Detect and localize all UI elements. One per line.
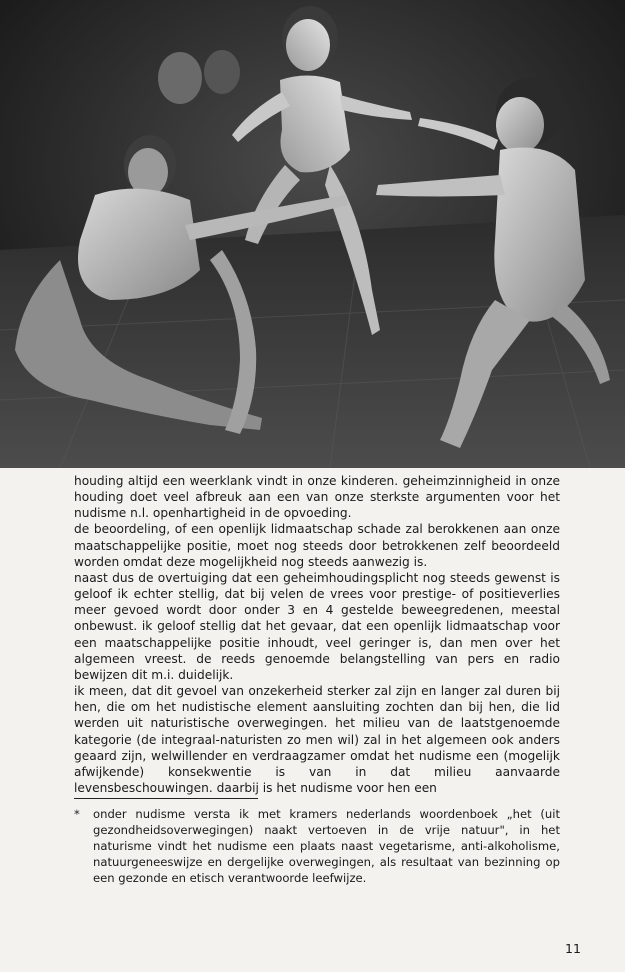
paragraph-3: naast dus de overtuiging dat een geheimhoudingsplicht nog steeds gewenst is geloof ik echter stellig, dat bij velen de vrees voor prestige- of positieverlies meer gevoed wordt door onder 3 en 4 gestelde beweegredenen, meestal onbewust. ik geloof stellig dat het gevaar, dat een openlijk lidmaatschap voor een maatschappelijke positie inhoudt, veel geringer is, dan men over het algemeen vreest. de reeds genoemde belangstelling van pers en radio bewijzen dit m.i. duidelijk. xyxy=(74,570,560,682)
body-text xyxy=(74,473,560,796)
footnote-divider xyxy=(74,798,258,799)
paragraph-1: houding altijd een weerklank vindt in onze kinderen. geheimzinnigheid in onze houding doet veel afbreuk aan een van onze sterkste argumenten voor het nudisme n.l. openhartigheid in de opvoeding. xyxy=(74,474,560,521)
footnote-mark: * xyxy=(74,807,80,821)
photo-dancers-icon xyxy=(0,0,625,468)
paragraph-2: de beoordeling, of een openlijk lidmaatschap schade zal berokkenen aan onze maatschappelijke positie, moet nog steeds door betrokkenen zelf beoordeeld worden omdat deze mogelijkheid nog steeds aanwezig is. xyxy=(74,522,560,569)
page-number: 11 xyxy=(565,941,581,956)
footnote xyxy=(74,806,560,886)
photo-dancers xyxy=(0,0,625,468)
paragraph-4: ik meen, dat dit gevoel van onzekerheid sterker zal zijn en langer zal duren bij hen, die om het nudistische element aansluiting zochten dan bij hen, die lid werden uit naturistische overwegingen. het milieu van de laatstgenoemde kategorie (de integraal-naturisten zo men wil) zal in het algemeen ook anders geaard zijn, welwillender en verdraagzamer omdat het nudisme een (mogelijk afwijkende) konsekwentie is van in dat milieu aanvaarde levensbeschouwingen. daarbij is het nudisme voor hen een xyxy=(74,684,560,795)
footnote-text: onder nudisme versta ik met kramers nederlands woordenboek „het (uit gezondheidsoverwegingen) naakt vertoeven in de vrije natuur", in het naturisme vindt het nudisme een plaats naast vegetarisme, anti-alkoholisme, natuurgeneeswijze en dergelijke overwegingen, als resultaat van bezinning op een gezonde en etisch verantwoorde leefwijze. xyxy=(93,807,560,885)
